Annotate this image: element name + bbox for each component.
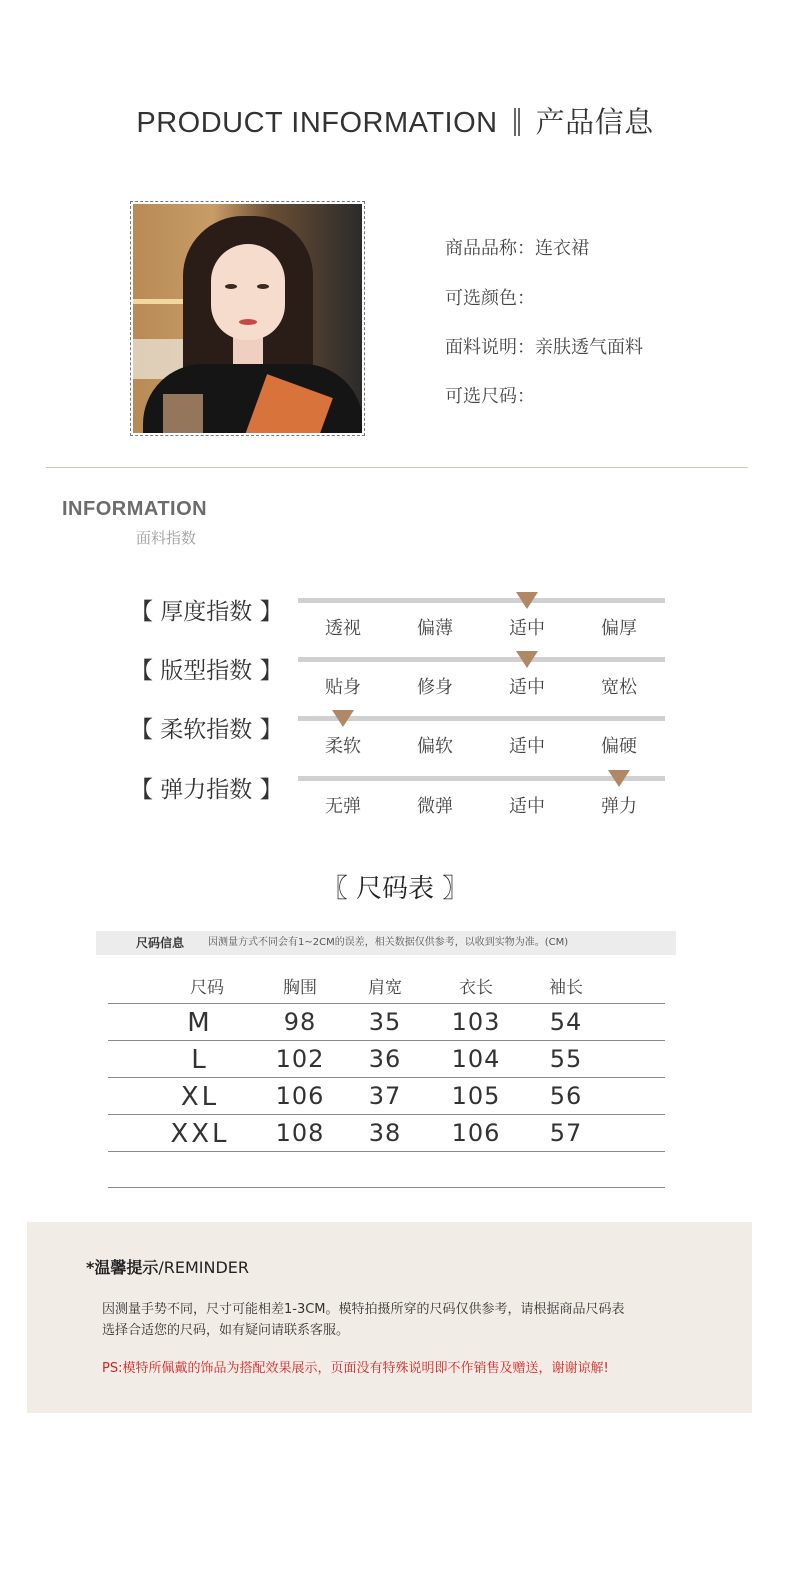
- size-table-rule: [108, 1003, 665, 1004]
- size-table-cell: 36: [368, 1045, 402, 1073]
- index-option: 柔软: [325, 736, 361, 757]
- size-table-header: 衣长: [459, 978, 493, 998]
- size-table-size-cell: XXL: [170, 1119, 230, 1149]
- index-label: 【 弹力指数 】: [130, 777, 283, 803]
- index-option: 适中: [509, 618, 545, 639]
- index-label: 【 柔软指数 】: [130, 717, 283, 743]
- index-option: 贴身: [325, 677, 361, 698]
- index-label: 【 版型指数 】: [130, 658, 283, 684]
- index-option: 无弹: [325, 796, 361, 817]
- reminder-title-suffix: /REMINDER: [158, 1258, 250, 1277]
- index-option: 适中: [509, 796, 545, 817]
- size-table-cell: 38: [368, 1119, 402, 1147]
- size-info-bar: [96, 931, 676, 955]
- product-size-line: 可选尺码：: [445, 386, 535, 407]
- size-table-rule: [108, 1077, 665, 1078]
- index-marker-icon: [608, 770, 630, 787]
- size-info-note: 因测量方式不同会有1~2CM的误差，相关数据仅供参考，以收到实物为准。(CM): [208, 937, 569, 948]
- index-option: 宽松: [601, 677, 637, 698]
- reminder-line-1: 因测量手势不同，尺寸可能相差1-3CM。模特拍摄所穿的尺码仅供参考，请根据商品尺码表: [102, 1302, 625, 1317]
- size-info-label: 尺码信息: [136, 936, 185, 950]
- size-table-header: 肩宽: [368, 978, 402, 998]
- size-table-cell: 105: [451, 1082, 501, 1110]
- index-option: 透视: [325, 618, 361, 639]
- index-option: 偏软: [417, 736, 453, 757]
- size-table-cell: 54: [549, 1008, 583, 1036]
- size-table-cell: 103: [451, 1008, 501, 1036]
- size-table-cell: 37: [368, 1082, 402, 1110]
- size-chart-title: 〖 尺码表 〗: [321, 874, 469, 904]
- index-marker-icon: [516, 592, 538, 609]
- size-table-cell: 55: [549, 1045, 583, 1073]
- reminder-box: [27, 1222, 752, 1413]
- index-marker-icon: [516, 651, 538, 668]
- reminder-title: [86, 1255, 249, 1278]
- index-option: 偏厚: [601, 618, 637, 639]
- size-table-cell: 106: [275, 1082, 325, 1110]
- size-table-rule: [108, 1114, 665, 1115]
- reminder-line-2: 选择合适您的尺码，如有疑问请联系客服。: [102, 1323, 350, 1338]
- index-option: 偏薄: [417, 618, 453, 639]
- size-table-header: 胸围: [283, 978, 317, 998]
- index-scale-bar: [298, 598, 665, 603]
- product-color-line: 可选颜色：: [445, 288, 535, 309]
- section-title-zh: 面料指数: [136, 529, 197, 547]
- title-separator: [514, 108, 520, 136]
- reminder-title-prefix: *温馨提示: [86, 1258, 159, 1277]
- size-table-header: 尺码: [190, 978, 224, 998]
- section-title-en: INFORMATION: [62, 498, 208, 520]
- size-table-rule: [108, 1151, 665, 1152]
- size-table-cell: 56: [549, 1082, 583, 1110]
- section-divider: [46, 467, 748, 468]
- size-table-cell: 102: [275, 1045, 325, 1073]
- size-table-cell: 108: [275, 1119, 325, 1147]
- size-table-size-cell: XL: [180, 1082, 220, 1112]
- index-label: 【 厚度指数 】: [130, 599, 283, 625]
- size-table-header: 袖长: [549, 978, 583, 998]
- index-option: 偏硬: [601, 736, 637, 757]
- reminder-ps: PS:模特所佩戴的饰品为搭配效果展示，页面没有特殊说明即不作销售及赠送，谢谢谅解!: [102, 1361, 609, 1376]
- product-photo: [133, 204, 362, 433]
- size-table-cell: 104: [451, 1045, 501, 1073]
- product-name-line: 商品品称：连衣裙: [445, 238, 589, 259]
- page-title: [0, 100, 790, 141]
- title-en: PRODUCT INFORMATION: [136, 107, 498, 139]
- size-table-size-cell: M: [187, 1008, 213, 1038]
- index-marker-icon: [332, 710, 354, 727]
- index-option: 弹力: [601, 796, 637, 817]
- product-photo-frame: [130, 201, 365, 436]
- size-table-size-cell: L: [191, 1045, 209, 1075]
- size-table-cell: 35: [368, 1008, 402, 1036]
- index-option: 修身: [417, 677, 453, 698]
- index-option: 适中: [509, 736, 545, 757]
- index-option: 微弹: [417, 796, 453, 817]
- size-table-rule: [108, 1040, 665, 1041]
- size-table-cell: 98: [283, 1008, 317, 1036]
- index-scale-bar: [298, 657, 665, 662]
- size-table-rule: [108, 1187, 665, 1188]
- index-option: 适中: [509, 677, 545, 698]
- product-fabric-line: 面料说明：亲肤透气面料: [445, 337, 643, 358]
- size-table-cell: 106: [451, 1119, 501, 1147]
- size-table-cell: 57: [549, 1119, 583, 1147]
- title-zh: 产品信息: [535, 105, 654, 139]
